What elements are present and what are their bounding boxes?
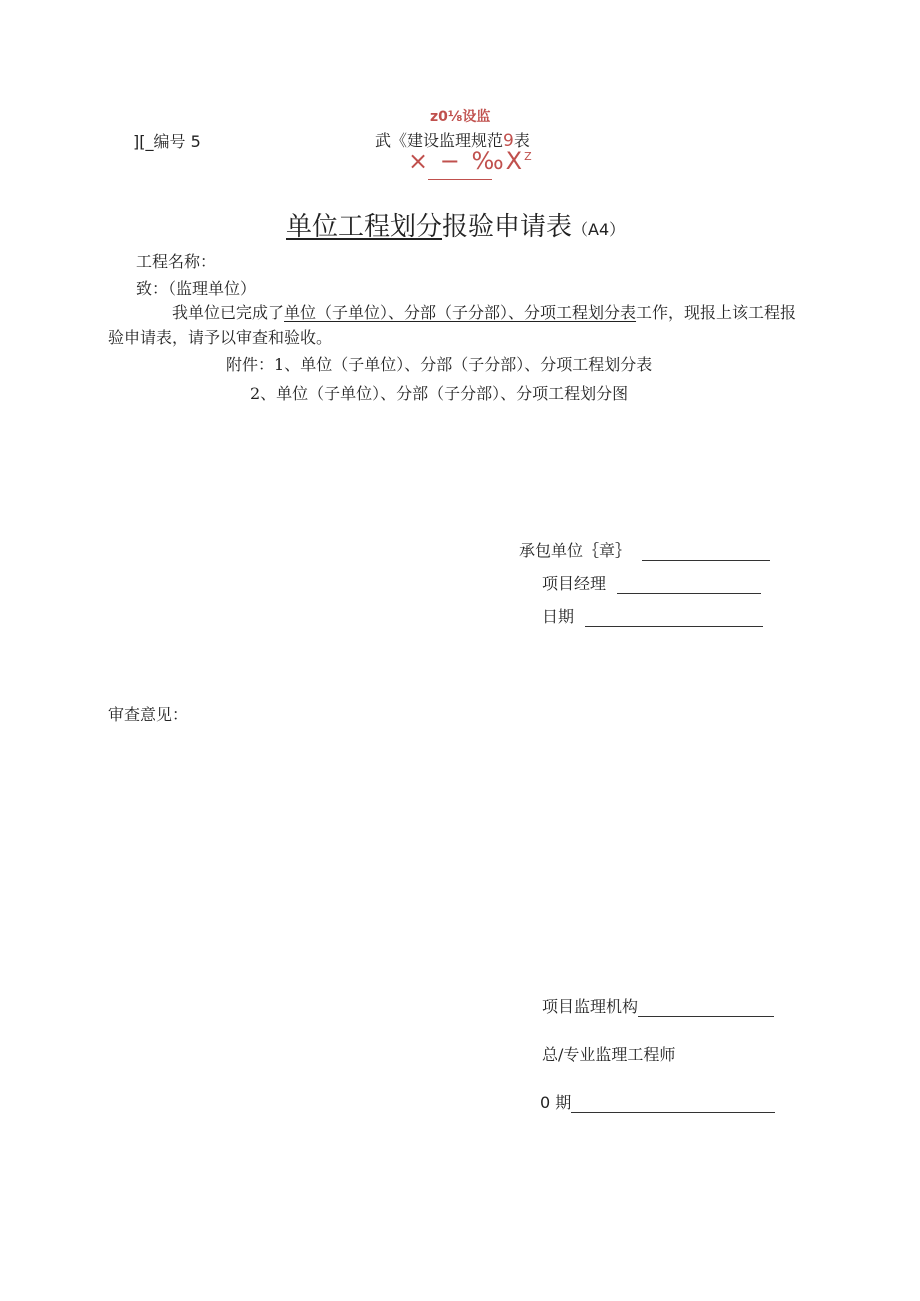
stamp-superscript: Z bbox=[524, 150, 534, 163]
stamp-underline bbox=[428, 179, 492, 180]
standard-ref-prefix: 武《建设监理规范 bbox=[375, 131, 504, 150]
addressee-label: 致：（监理单位） bbox=[136, 279, 257, 298]
attachment-2: 2、单位（子单位）、分部（子分部）、分项工程划分图 bbox=[250, 384, 629, 403]
supervisor-date-line[interactable] bbox=[571, 1112, 775, 1113]
statement-underlined: 单位（子单位）、分部（子分部）、分项工程划分表 bbox=[284, 303, 637, 322]
title-code: （A4） bbox=[572, 220, 626, 239]
standard-ref-number: 9 bbox=[503, 131, 514, 151]
statement-suffix: 工作，现报上该工程报 bbox=[636, 303, 797, 322]
contractor-date-label: 日期 bbox=[542, 607, 575, 626]
statement-line-1 bbox=[172, 300, 796, 323]
contractor-date-row bbox=[542, 604, 763, 627]
project-manager-row bbox=[542, 571, 761, 594]
contractor-unit-signature-line[interactable] bbox=[642, 560, 770, 561]
supervisor-date-row bbox=[540, 1090, 775, 1113]
stamp-bottom-main: × − ‰X bbox=[408, 147, 525, 175]
standard-ref-suffix: 表 bbox=[513, 131, 530, 150]
supervision-org-signature-line[interactable] bbox=[638, 1016, 774, 1017]
contractor-unit-row bbox=[519, 538, 770, 561]
supervision-org-row bbox=[542, 994, 774, 1017]
document-title bbox=[286, 206, 625, 243]
stamp-bottom-text bbox=[408, 147, 534, 175]
form-number: ][_编号 5 bbox=[133, 132, 201, 151]
attachments-line-1 bbox=[226, 352, 652, 375]
statement-prefix: 我单位已完成了 bbox=[172, 303, 285, 322]
contractor-unit-label: 承包单位｛章｝ bbox=[519, 541, 632, 560]
attachments-label: 附件： bbox=[226, 355, 275, 374]
supervising-engineer-label: 总/专业监理工程师 bbox=[542, 1045, 676, 1064]
project-manager-label: 项目经理 bbox=[542, 574, 607, 593]
statement-line-2: 验申请表，请予以审查和验收。 bbox=[108, 328, 333, 347]
title-rest: 报验申请表 bbox=[442, 212, 573, 242]
project-manager-signature-line[interactable] bbox=[617, 593, 761, 594]
project-name-label: 工程名称： bbox=[136, 252, 217, 271]
supervisor-date-label: 0 期 bbox=[540, 1093, 572, 1112]
contractor-date-line[interactable] bbox=[585, 626, 763, 627]
attachment-1: 1、单位（子单位）、分部（子分部）、分项工程划分表 bbox=[274, 355, 653, 374]
title-underlined-part: 单位工程划分 bbox=[286, 212, 443, 242]
review-opinion-label: 审查意见： bbox=[108, 705, 189, 724]
supervision-org-label: 项目监理机构 bbox=[542, 997, 639, 1016]
stamp-top-text: z0⅛设监 bbox=[430, 109, 491, 125]
